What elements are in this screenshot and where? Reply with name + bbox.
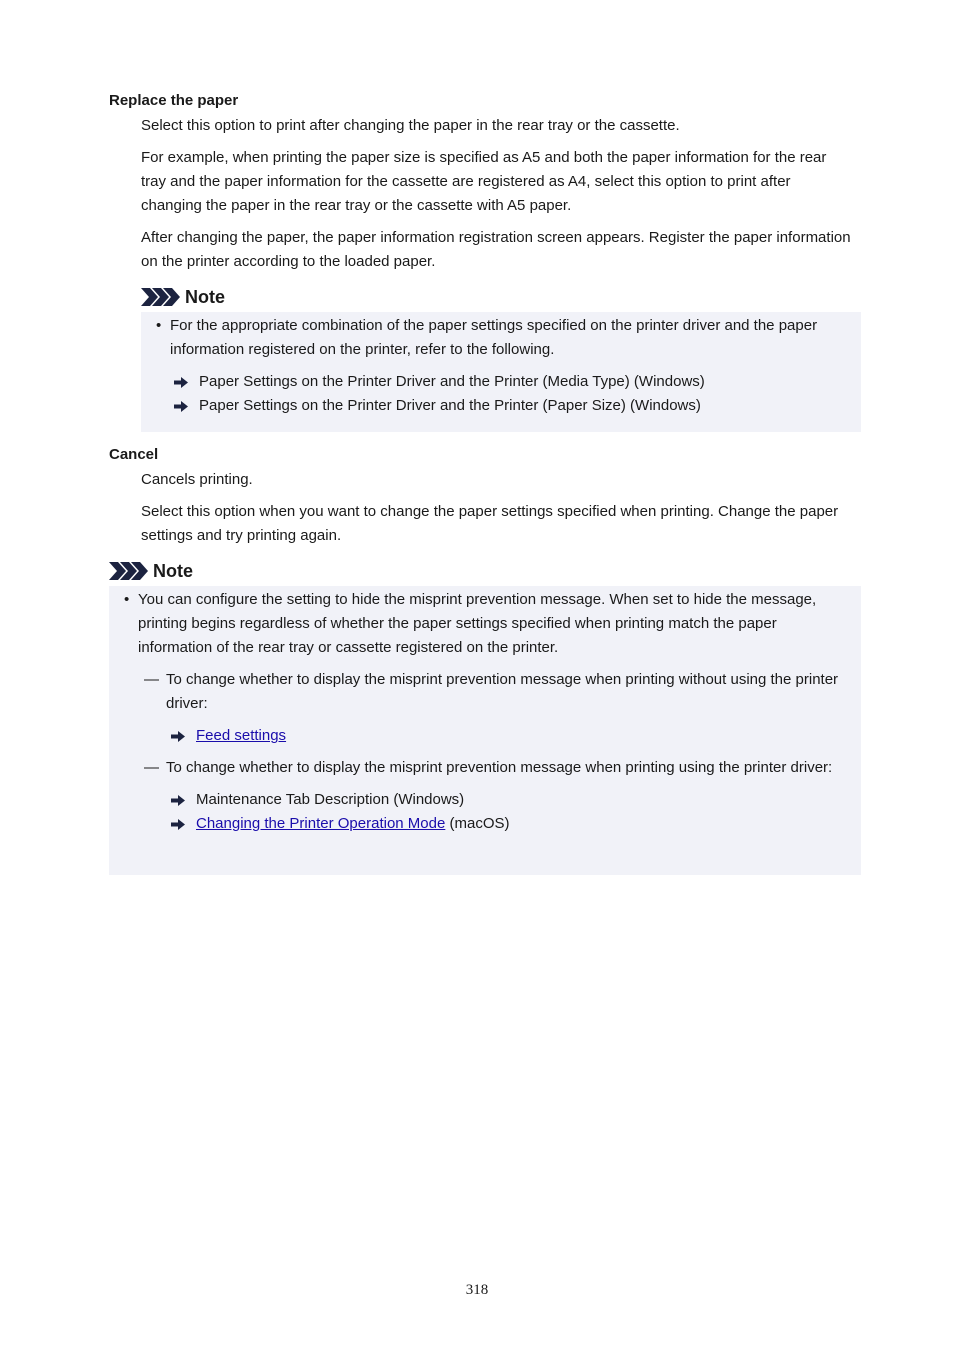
- sub-list-item: [109, 756, 861, 780]
- note-box: [141, 312, 861, 432]
- list-item: [141, 314, 861, 362]
- section-heading-replace: Replace the paper: [109, 92, 239, 109]
- link-item: [171, 724, 861, 748]
- link-item[interactable]: [174, 394, 861, 418]
- note-title: Note: [185, 287, 225, 307]
- arrow-right-icon: [171, 795, 185, 806]
- cancel-body: [141, 468, 853, 556]
- note-chevrons-icon: [109, 562, 149, 580]
- sub-item-text: To change whether to display the misprint prevention message when printing without using the printer driver:: [166, 671, 839, 712]
- note-heading: [141, 286, 225, 308]
- link-text: Paper Settings on the Printer Driver and the Printer (Media Type) (Windows): [199, 373, 705, 390]
- arrow-right-icon: [174, 401, 188, 412]
- paragraph: Select this option to print after changing the paper in the rear tray or the cassette.: [141, 117, 680, 134]
- note-heading: [109, 560, 193, 582]
- link-item: [171, 812, 861, 836]
- note-text: You can configure the setting to hide the misprint prevention message. When set to hide the message, printing begins regardless of whether the paper settings specified when printing match the paper information of the rear tray or cassette registered on the printer.: [138, 591, 817, 656]
- paragraph: For example, when printing the paper size is specified as A5 and both the paper information for the rear tray and the paper information for the cassette are registered as A4, select this option to print after changing the paper in the rear tray or the cassette with A5 paper.: [141, 149, 827, 214]
- bullet-marker: •: [156, 317, 162, 334]
- paragraph: Cancels printing.: [141, 471, 253, 488]
- list-item: [109, 588, 861, 660]
- replace-body: [141, 114, 853, 282]
- dash-marker: —: [144, 671, 159, 688]
- link-text: Maintenance Tab Description (Windows): [196, 791, 465, 808]
- note-title: Note: [153, 561, 193, 581]
- bullet-marker: •: [124, 591, 130, 608]
- dash-marker: —: [144, 759, 159, 776]
- printer-operation-mode-link[interactable]: Changing the Printer Operation Mode: [196, 815, 446, 832]
- link-item[interactable]: [174, 370, 861, 394]
- link-list: [109, 788, 861, 836]
- feed-settings-link[interactable]: Feed settings: [196, 727, 287, 744]
- note-chevrons-icon: [141, 288, 181, 306]
- link-list: [141, 370, 861, 418]
- page-number: 318: [465, 1282, 489, 1298]
- note-text: For the appropriate combination of the paper settings specified on the printer driver and the paper information registered on the printer, refer to the following.: [170, 317, 818, 358]
- arrow-right-icon: [174, 377, 188, 388]
- paragraph: After changing the paper, the paper information registration screen appears. Register the paper information on the printer according to the loaded paper.: [141, 229, 851, 270]
- sub-item-text: To change whether to display the misprint prevention message when printing using the printer driver:: [166, 759, 833, 776]
- link-list: [109, 724, 861, 748]
- sub-list-item: [109, 668, 861, 716]
- section-heading-cancel: Cancel: [109, 446, 159, 463]
- arrow-right-icon: [171, 819, 185, 830]
- link-suffix: (macOS): [445, 815, 510, 832]
- arrow-right-icon: [171, 731, 185, 742]
- link-item[interactable]: [171, 788, 861, 812]
- link-text: Paper Settings on the Printer Driver and the Printer (Paper Size) (Windows): [199, 397, 701, 414]
- paragraph: Select this option when you want to change the paper settings specified when printing. Change the paper settings and try printing again.: [141, 503, 839, 544]
- note-box: [109, 586, 861, 875]
